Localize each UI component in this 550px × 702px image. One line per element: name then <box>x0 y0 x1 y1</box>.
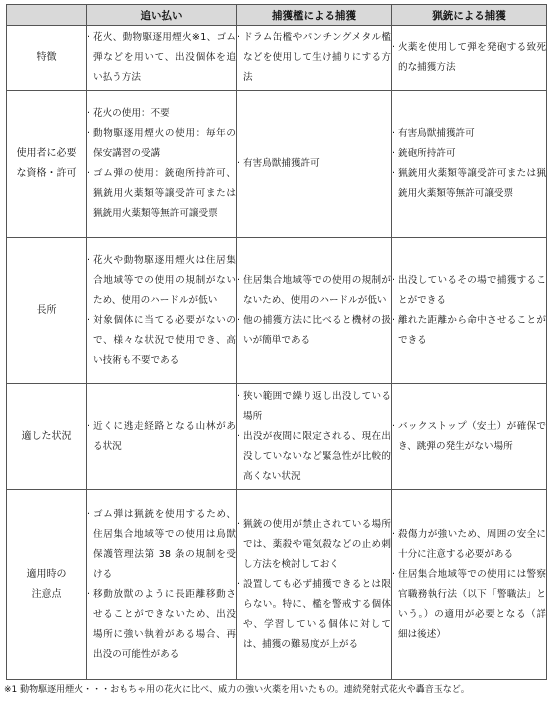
bullet-item <box>392 38 546 78</box>
bullet-dot-icon: · <box>392 168 396 179</box>
bullet-text: 出没が夜間に限定される、現在出没していないなど緊急性が比較的高くない状況 <box>243 430 391 482</box>
table-row <box>7 26 547 91</box>
bullet-dot-icon: · <box>87 128 91 139</box>
bullet-item <box>392 164 546 204</box>
bullet-dot-icon: · <box>392 420 396 432</box>
bullet-item <box>237 28 391 88</box>
bullet-item <box>237 311 391 351</box>
bullet-text: 狭い範囲で繰り返し出没している場所 <box>243 390 391 422</box>
bullet-text: 花火の使用：不要 <box>93 108 170 119</box>
row-label-line: 適した状況 <box>21 430 72 442</box>
row-label-line: 使用者に必要 <box>16 148 77 159</box>
table-cell <box>392 490 547 680</box>
bullet-text: 出没しているその場で捕獲することができる <box>398 274 546 306</box>
bullet-item <box>237 387 391 427</box>
bullet-text: 動物駆逐用煙火の使用：毎年の保安講習の受講 <box>93 128 236 159</box>
table-row <box>7 238 547 384</box>
bullet-item <box>87 104 236 124</box>
table-cell <box>237 26 392 91</box>
bullet-dot-icon: · <box>87 168 91 179</box>
bullet-dot-icon: · <box>237 578 241 590</box>
bullet-item <box>237 271 391 311</box>
bullet-dot-icon: · <box>87 314 91 326</box>
row-label-line: 特徴 <box>36 52 57 63</box>
table-cell <box>87 490 237 680</box>
bullet-text: 設置しても必ず捕獲できるとは限らない。特に、檻を警戒する個体や、学習している個体に対しては、捕獲の難易度が上がる <box>243 578 391 650</box>
bullet-text: 猟銃の使用が禁止されている場所では、薬殺や電気殺などの止め刺し方法を検討しておく <box>243 518 391 570</box>
bullet-item <box>392 311 546 351</box>
bullet-item <box>87 311 236 371</box>
row-label <box>7 26 87 91</box>
table-cell <box>237 238 392 384</box>
bullet-text: 他の捕獲方法に比べると機材の扱いが簡単である <box>243 314 391 346</box>
table-row <box>7 384 547 490</box>
bullet-dot-icon: · <box>237 314 241 326</box>
table-row <box>7 490 547 680</box>
table-cell <box>392 91 547 238</box>
row-label <box>7 238 87 384</box>
bullet-text: 近くに逃走経路となる山林がある状況 <box>93 420 236 452</box>
bullet-text: ゴム弾は猟銃を使用するため、住居集合地域等での使用は鳥獣保護管理法第 38 条の規制を受ける <box>93 508 236 580</box>
bullet-text: 銃砲所持許可 <box>398 148 456 159</box>
bullet-item <box>237 154 391 174</box>
table-cell <box>87 91 237 238</box>
header-cage-capture: 捕獲檻による捕獲 <box>237 5 392 26</box>
table-cell <box>87 384 237 490</box>
bullet-dot-icon: · <box>392 128 396 139</box>
bullet-text: 花火や動物駆逐用煙火は住居集合地域等での使用の規制がないため、使用のハードルが低い <box>93 254 236 306</box>
bullet-dot-icon: · <box>87 32 91 43</box>
bullet-item <box>87 585 236 665</box>
row-label-line: な資格・許可 <box>16 168 77 179</box>
bullet-item <box>87 417 236 457</box>
bullet-text: 花火、動物駆逐用煙火※1、ゴム弾などを用いて、出没個体を追い払う方法 <box>93 32 236 83</box>
bullet-item <box>392 124 546 144</box>
table-cell <box>237 384 392 490</box>
comparison-table <box>6 4 547 680</box>
bullet-item <box>392 144 546 164</box>
bullet-dot-icon: · <box>87 588 91 600</box>
bullet-item <box>392 525 546 565</box>
row-label <box>7 384 87 490</box>
bullet-dot-icon: · <box>87 108 91 119</box>
bullet-dot-icon: · <box>392 274 396 286</box>
bullet-text: 住居集合地域等での使用の規制がないため、使用のハードルが低い <box>243 274 391 306</box>
bullet-item <box>392 565 546 645</box>
bullet-dot-icon: · <box>237 274 241 286</box>
bullet-item <box>87 164 236 224</box>
bullet-text: 住居集合地域等での使用には警察官職務執行法（以下「警職法」という。）の適用が必要となる（詳細は後述） <box>398 568 546 640</box>
row-label <box>7 91 87 238</box>
table-cell <box>392 26 547 91</box>
bullet-dot-icon: · <box>392 568 396 580</box>
table-cell <box>87 238 237 384</box>
bullet-text: 有害鳥獣捕獲許可 <box>398 128 475 139</box>
bullet-text: 移動放獣のように長距離移動させることができないため、出没場所に強い執着がある場合、再出没の可能性がある <box>93 588 236 660</box>
bullet-item <box>87 124 236 164</box>
bullet-dot-icon: · <box>87 508 91 520</box>
bullet-text: 離れた距離から命中させることができる <box>398 314 546 346</box>
bullet-dot-icon: · <box>392 528 396 540</box>
footnote: ※1 動物駆逐用煙火・・・おもちゃ用の花火に比べ、威力の強い火薬を用いたもの。連続発射式花火や轟音玉など。 <box>4 685 470 695</box>
bullet-text: ゴム弾の使用：銃砲所持許可、猟銃用火薬類等譲受許可または猟銃用火薬類等無許可譲受票 <box>93 168 236 219</box>
bullet-dot-icon: · <box>237 32 241 43</box>
bullet-dot-icon: · <box>237 518 241 530</box>
row-label-line: 長所 <box>36 304 57 316</box>
bullet-text: 火薬を使用して弾を発砲する致死的な捕獲方法 <box>398 42 546 73</box>
row-label <box>7 490 87 680</box>
header-expulsion: 追い払い <box>87 5 237 26</box>
header-gun-capture: 猟銃による捕獲 <box>392 5 547 26</box>
table-cell <box>237 91 392 238</box>
bullet-item <box>392 417 546 457</box>
bullet-dot-icon: · <box>237 390 241 402</box>
bullet-item <box>87 28 236 88</box>
bullet-item <box>392 271 546 311</box>
bullet-dot-icon: · <box>392 42 396 53</box>
bullet-item <box>237 575 391 655</box>
bullet-text: 殺傷力が強いため、周囲の安全に十分に注意する必要がある <box>398 528 546 560</box>
table-cell <box>392 384 547 490</box>
row-label-line: 注意点 <box>31 588 62 600</box>
table-row <box>7 91 547 238</box>
table-cell <box>392 238 547 384</box>
bullet-text: 有害鳥獣捕獲許可 <box>243 158 320 169</box>
bullet-dot-icon: · <box>87 254 91 266</box>
bullet-item <box>237 427 391 487</box>
bullet-dot-icon: · <box>87 420 91 432</box>
table-cell <box>237 490 392 680</box>
bullet-item <box>87 251 236 311</box>
row-label-line: 適用時の <box>26 568 67 580</box>
header-empty <box>7 5 87 26</box>
bullet-text: 対象個体に当てる必要がないので、様々な状況で使用でき、高い技術も不要である <box>93 314 236 366</box>
bullet-dot-icon: · <box>392 148 396 159</box>
bullet-dot-icon: · <box>237 430 241 442</box>
bullet-dot-icon: · <box>392 314 396 326</box>
bullet-item <box>87 505 236 585</box>
table-cell <box>87 26 237 91</box>
header-row <box>7 5 547 26</box>
bullet-text: バックストップ（安土）が確保でき、跳弾の発生がない場所 <box>398 420 546 452</box>
bullet-text: 猟銃用火薬類等譲受許可または猟銃用火薬類等無許可譲受票 <box>398 168 546 199</box>
bullet-text: ドラム缶檻やパンチングメタル檻などを使用して生け捕りにする方法 <box>243 32 391 83</box>
bullet-dot-icon: · <box>237 158 241 169</box>
bullet-item <box>237 515 391 575</box>
